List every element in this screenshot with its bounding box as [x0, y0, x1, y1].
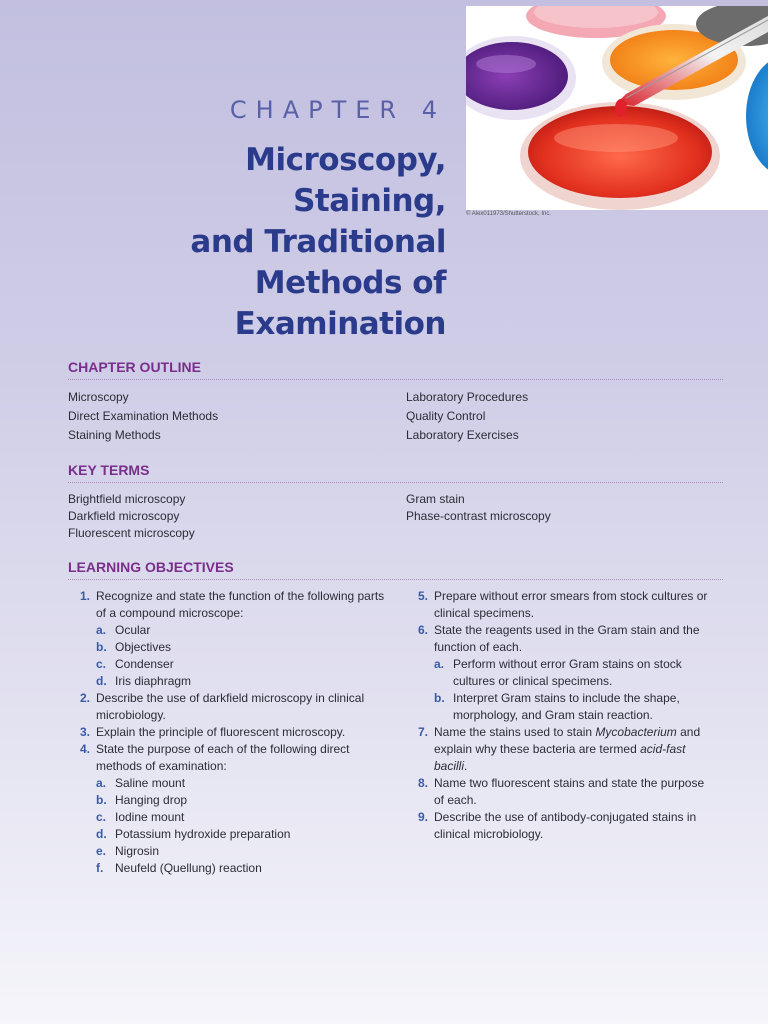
objective-subitem [428, 690, 716, 724]
key-term: Gram stain [406, 492, 465, 506]
subitem-letter: c. [96, 810, 107, 824]
objective-subitem [90, 843, 388, 860]
chapter-title-line: Microscopy, Staining, [245, 142, 446, 219]
subitem-letter: a. [96, 776, 107, 790]
key-term: Darkfield microscopy [68, 509, 180, 523]
subitem-text: Ocular [115, 623, 151, 637]
objective-number: 8. [417, 776, 428, 790]
subitem-text: Perform without error Gram stains on stock cultures or clinical specimens. [453, 657, 682, 688]
objective-number: 2. [79, 691, 90, 705]
subitem-text: Objectives [115, 640, 172, 654]
subitem-text: Nigrosin [115, 844, 160, 858]
key-term: Brightfield microscopy [68, 492, 186, 506]
petri-dish-photo [466, 6, 768, 210]
term-emphasis: acid-fast bacilli [434, 742, 686, 773]
objective-item [68, 741, 388, 775]
subitem-letter: f. [96, 861, 104, 875]
objective-subitem [90, 622, 388, 639]
objective-number: 3. [79, 725, 90, 739]
key-terms-section [68, 462, 723, 542]
chapter-title-line: Examination [234, 306, 446, 342]
objective-text: Recognize and state the function of the following parts of a compound microscope: [96, 589, 385, 620]
subitem-letter: e. [96, 844, 107, 858]
objective-text: Describe the use of antibody-conjugated stains in clinical microbiology. [434, 810, 697, 841]
objective-item [406, 622, 716, 656]
objective-text-part: . [464, 759, 468, 773]
chapter-outline-heading: CHAPTER OUTLINE [68, 359, 723, 380]
objective-number: 4. [79, 742, 90, 756]
organism-name: Mycobacterium [595, 725, 677, 739]
objective-item [68, 724, 388, 741]
learning-objectives-heading: LEARNING OBJECTIVES [68, 559, 723, 580]
chapter-label: CHAPTER 4 [229, 96, 446, 124]
objective-item [68, 690, 388, 724]
objective-subitem [90, 792, 388, 809]
objective-number: 7. [417, 725, 428, 739]
objective-text: Name two fluorescent stains and state the purpose of each. [434, 776, 705, 807]
subitem-text: Iris diaphragm [115, 674, 192, 688]
subitem-letter: b. [96, 640, 107, 654]
objective-text: Prepare without error smears from stock cultures or clinical specimens. [434, 589, 708, 620]
objective-item [406, 775, 716, 809]
subitem-text: Interpret Gram stains to include the shape, morphology, and Gram stain reaction. [453, 691, 680, 722]
subitem-text: Potassium hydroxide preparation [115, 827, 291, 841]
objective-subitem [90, 860, 388, 877]
subitem-letter: a. [96, 623, 107, 637]
objective-number: 6. [417, 623, 428, 637]
photo-credit: © Alex011973/Shutterstock, Inc. [466, 211, 552, 217]
subitem-text: Neufeld (Quellung) reaction [115, 861, 262, 875]
subitem-letter: d. [96, 674, 107, 688]
subitem-text: Iodine mount [115, 810, 185, 824]
objective-item [406, 809, 716, 843]
chapter-outline-section [68, 359, 723, 445]
subitem-text: Condenser [115, 657, 174, 671]
objective-number: 5. [417, 589, 428, 603]
objective-subitem [90, 656, 388, 673]
chapter-title-line: Methods of [254, 265, 446, 301]
objective-text: State the purpose of each of the following direct methods of examination: [96, 742, 350, 773]
subitem-letter: a. [434, 657, 445, 671]
objective-number: 1. [79, 589, 90, 603]
objective-text: State the reagents used in the Gram stain and the function of each. [434, 623, 700, 654]
outline-item: Direct Examination Methods [68, 409, 219, 423]
key-terms-heading: KEY TERMS [68, 462, 723, 483]
subitem-letter: b. [434, 691, 445, 705]
outline-item: Staining Methods [68, 428, 161, 442]
key-term: Fluorescent microscopy [68, 526, 195, 540]
objective-subitem [90, 639, 388, 656]
subitem-letter: d. [96, 827, 107, 841]
objective-text: Explain the principle of fluorescent microscopy. [96, 725, 346, 739]
outline-item: Laboratory Exercises [406, 428, 519, 442]
chapter-title [86, 140, 446, 345]
learning-objectives-section [68, 559, 723, 877]
objective-text-part: and explain why these bacteria are termed [434, 725, 701, 756]
objective-subitem [90, 809, 388, 826]
objective-text-part: Name the stains used to stain [434, 725, 596, 739]
objective-item [406, 588, 716, 622]
chapter-title-line: and Traditional [190, 224, 446, 260]
objective-item [406, 724, 716, 775]
outline-item: Microscopy [68, 390, 129, 404]
subitem-letter: c. [96, 657, 107, 671]
objective-text [428, 724, 716, 775]
objective-item [68, 588, 388, 622]
outline-item: Laboratory Procedures [406, 390, 529, 404]
objective-subitem [90, 775, 388, 792]
subitem-text: Hanging drop [115, 793, 188, 807]
objective-subitem [428, 656, 716, 690]
objective-number: 9. [417, 810, 428, 824]
subitem-text: Saline mount [115, 776, 186, 790]
subitem-letter: b. [96, 793, 107, 807]
objective-subitem [90, 826, 388, 843]
objective-subitem [90, 673, 388, 690]
objective-text: Describe the use of darkfield microscopy in clinical microbiology. [96, 691, 365, 722]
key-term: Phase-contrast microscopy [406, 509, 551, 523]
outline-item: Quality Control [406, 409, 486, 423]
